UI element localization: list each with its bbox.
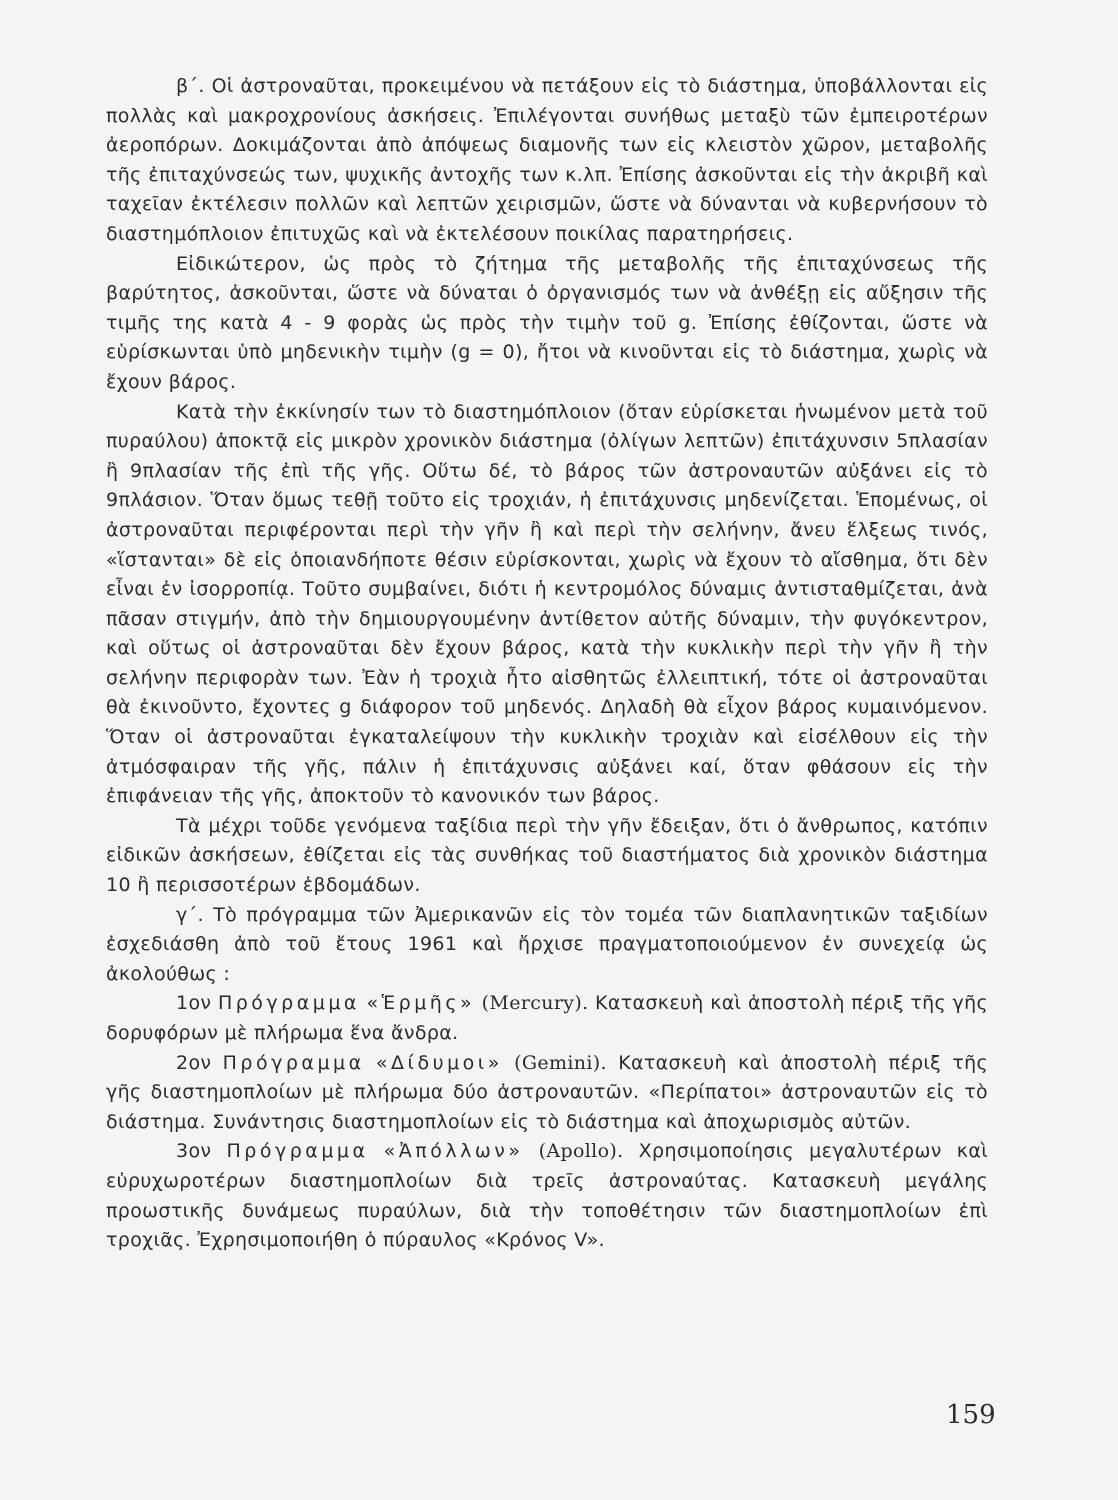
- paragraph-astronaut-training: β΄. Οἱ ἀστροναῦται, προκειμένου νὰ πετάξουν εἰς τὸ διάστημα, ὑποβάλλονται εἰς πολλὰς καὶ μακροχρονίους ἀσκήσεις. Ἐπιλέγονται συνήθως μεταξὺ τῶν ἐμπειροτέρων ἀεροπόρων. Δοκιμάζονται ἀπὸ ἀπόψεως διαμονῆς των εἰς κλειστὸν χῶρον, μεταβολῆς τῆς ἐπιταχύνσεώς των, ψυχικῆς ἀντοχῆς των κ.λπ. Ἐπίσης ἀσκοῦνται εἰς τὴν ἀκριβῆ καὶ ταχεῖαν ἐκτέλεσιν πολλῶν καὶ λεπτῶν χειρισμῶν, ὥστε νὰ δύνανται νὰ κυβερνήσουν τὸ διαστημόπλοιον ἐπιτυχῶς καὶ νὰ ἐκτελέσουν ποικίλας παρατηρήσεις.: [106, 75, 988, 245]
- paragraph-acceleration: Εἰδικώτερον, ὡς πρὸς τὸ ζήτημα τῆς μεταβολῆς τῆς ἐπιταχύνσεως τῆς βαρύτητος, ἀσκοῦνται, ὥστε νὰ δύναται ὁ ὀργανισμός των νὰ ἀνθέξῃ εἰς αὔξησιν τῆς τιμῆς της κατὰ 4 - 9 φορὰς ὡς πρὸς τὴν τιμὴν τοῦ g. Ἐπίσης ἐθίζονται, ὥστε νὰ εὑρίσκωνται ὑπὸ μηδενικὴν τιμὴν (g = 0), ἤτοι νὰ κινοῦνται εἰς τὸ διάστημα, χωρὶς νὰ ἔχουν βάρος.: [106, 252, 988, 393]
- program-number: 1ον: [176, 992, 212, 1015]
- program-english-name: (Gemini).: [514, 1051, 607, 1074]
- program-number: 3ον: [176, 1140, 212, 1163]
- paragraph-trips-results: Τὰ μέχρι τοῦδε γενόμενα ταξίδια περὶ τὴν γῆν ἔδειξαν, ὅτι ὁ ἄνθρωπος, κατόπιν εἰδικῶν ἀσκήσεων, ἐθίζεται εἰς τὰς συνθήκας τοῦ διαστήματος διὰ χρονικὸν διάστημα 10 ἢ περισσοτέρων ἑβδομάδων.: [106, 814, 988, 897]
- program-number: 2ον: [176, 1051, 212, 1074]
- program-description: Χρησιμοποίησις μεγαλυτέρων καὶ εὐρυχωροτέρων διαστημοπλοίων διὰ τρεῖς ἀστροναύτας. Κατασκευὴ μεγάλης προωστικῆς δυνάμεως πυραύλων, διὰ τὴν τοποθέτησιν τῶν διαστημοπλοίων ἐπὶ τροχιᾶς. Ἐχρησιμοποιήθη ὁ πύραυλος «Κρόνος V».: [106, 1140, 988, 1252]
- program-description: Κατασκευὴ καὶ ἀποστολὴ πέριξ τῆς γῆς διαστημοπλοίων μὲ πλήρωμα δύο ἀστροναυτῶν. «Περίπατοι» ἀστροναυτῶν εἰς τὸ διάστημα. Συνάντησις διαστημοπλοίων εἰς τὸ διάστημα καὶ ἀποχωρισμὸς αὐτῶν.: [106, 1051, 989, 1133]
- program-label: Πρόγραμμα: [226, 1140, 369, 1163]
- program-apollo: [106, 1137, 988, 1255]
- program-english-name: (Apollo).: [538, 1140, 624, 1163]
- program-name: «Ἑρμῆς»: [366, 992, 476, 1015]
- program-mercury: [106, 989, 988, 1048]
- program-gemini: [106, 1049, 988, 1138]
- body-text: [106, 72, 988, 1256]
- paragraph-weightlessness: Κατὰ τὴν ἐκκίνησίν των τὸ διαστημόπλοιον (ὅταν εὑρίσκεται ἡνωμένον μετὰ τοῦ πυραύλου) ἀποκτᾷ εἰς μικρὸν χρονικὸν διάστημα (ὀλίγων λεπτῶν) ἐπιτάχυνσιν 5πλασίαν ἢ 9πλασίαν τῆς ἐπὶ τῆς γῆς. Οὕτω δέ, τὸ βάρος τῶν ἀστροναυτῶν αὐξάνει εἰς τὸ 9πλάσιον. Ὅταν ὅμως τεθῇ τοῦτο εἰς τροχιάν, ἡ ἐπιτάχυνσις μηδενίζεται. Ἑπομένως, οἱ ἀστροναῦται περιφέρονται περὶ τὴν γῆν ἢ καὶ περὶ τὴν σελήνην, ἄνευ ἕλξεως τινός, «ἵστανται» δὲ εἰς ὁποιανδήποτε θέσιν εὑρίσκονται, χωρὶς νὰ ἔχουν τὸ αἴσθημα, ὅτι δὲν εἶναι ἐν ἰσορροπίᾳ. Τοῦτο συμβαίνει, διότι ἡ κεντρομόλος δύναμις ἀντισταθμίζεται, ἀνὰ πᾶσαν στιγμήν, ἀπὸ τὴν δημιουργουμένην ἀντίθετον αὐτῆς δύναμιν, τὴν φυγόκεντρον, καὶ οὕτως οἱ ἀστροναῦται δὲν ἔχουν βάρος, κατὰ τὴν κυκλικὴν περὶ τὴν γῆν ἢ τὴν σελήνην περιφορὰν των. Ἐὰν ἡ τροχιὰ ἦτο αἰσθητῶς ἐλλειπτική, τότε οἱ ἀστροναῦται θὰ ἐκινοῦντο, ἔχοντες g διάφορον τοῦ μηδενός. Δηλαδὴ θὰ εἶχον βάρος κυμαινόμενον. Ὅταν οἱ ἀστροναῦται ἐγκαταλείψουν τὴν κυκλικὴν τροχιὰν καὶ εἰσέλθουν εἰς τὴν ἀτμόσφαιραν τῆς γῆς, πάλιν ἡ ἐπιτάχυνσις αὐξάνει καί, ὅταν φθάσουν εἰς τὴν ἐπιφάνειαν τῆς γῆς, ἀποκτοῦν τὸ κανονικόν των βάρος.: [106, 400, 988, 808]
- program-description: Κατασκευὴ καὶ ἀποστολὴ πέριξ τῆς γῆς δορυφόρων μὲ πλήρωμα ἕνα ἄνδρα.: [106, 992, 989, 1044]
- program-english-name: (Mercury).: [481, 992, 589, 1015]
- program-name: «Δίδυμοι»: [375, 1051, 503, 1074]
- paragraph-american-program: γ΄. Τὸ πρόγραμμα τῶν Ἀμερικανῶν εἰς τὸν τομέα τῶν διαπλανητικῶν ταξιδίων ἐσχεδιάσθη ἀπὸ τοῦ ἔτους 1961 καὶ ἤρχισε πραγματοποιούμενον ἐν συνεχείᾳ ὡς ἀκολούθως :: [106, 903, 988, 985]
- program-name: «Ἀπόλλων»: [383, 1140, 524, 1163]
- page-number: 159: [946, 1400, 996, 1430]
- program-label: Πρόγραμμα: [222, 1051, 365, 1074]
- program-label: Πρόγραμμα: [217, 992, 360, 1015]
